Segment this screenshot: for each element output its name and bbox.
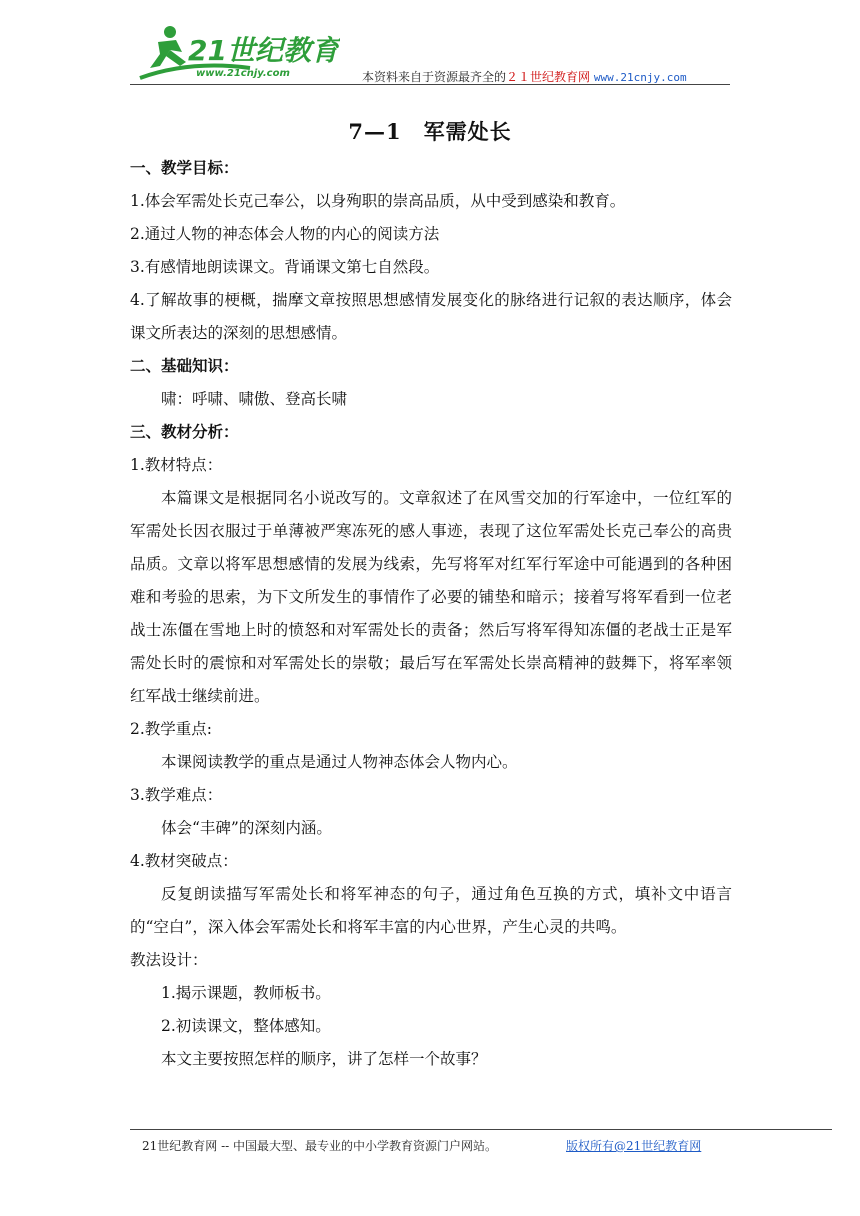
section-heading-objectives: 一、教学目标： <box>130 159 239 177</box>
header-brand-link[interactable]: ２１世纪教育网 <box>506 70 591 84</box>
objective-item: 4.了解故事的梗概，揣摩文章按照思想感情发展变化的脉络进行记叙的表达顺序，体会课文所表达的深刻的思想感情。 <box>130 291 732 342</box>
method-item: 2.初读课文，整体感知。 <box>161 1017 331 1035</box>
analysis-text-difficulty: 体会“丰碑”的深刻内涵。 <box>161 819 332 837</box>
page-title: 7—1 军需处长 <box>348 119 512 144</box>
analysis-label-features: 1.教材特点： <box>130 456 223 474</box>
objective-item: 2.通过人物的神态体会人物的内心的阅读方法 <box>130 225 440 243</box>
logo-text: 21世纪教育 <box>188 34 339 67</box>
analysis-text-focus: 本课阅读教学的重点是通过人物神态体会人物内心。 <box>161 753 518 771</box>
header-note-prefix: 本资料来自于资源最齐全的 <box>362 70 507 84</box>
method-question: 本文主要按照怎样的顺序，讲了怎样一个故事？ <box>161 1050 487 1068</box>
header-url-link[interactable]: www.21cnjy.com <box>593 71 687 84</box>
footer-divider <box>130 1129 832 1130</box>
copyright-link[interactable]: 版权所有@21世纪教育网 <box>566 1139 702 1153</box>
analysis-label-difficulty: 3.教学难点： <box>130 786 223 804</box>
site-logo <box>130 22 340 84</box>
analysis-label-breakthrough: 4.教材突破点： <box>130 852 238 870</box>
document-body <box>130 152 732 1076</box>
section-heading-basics: 二、基础知识： <box>130 357 239 375</box>
footer-text: 21世纪教育网 -- 中国最大型、最专业的中小学教育资源门户网站。 <box>142 1139 498 1153</box>
logo-url: www.21cnjy.com <box>196 68 290 79</box>
basics-text: 啸：呼啸、啸傲、登高长啸 <box>161 390 348 408</box>
analysis-text-features: 本篇课文是根据同名小说改写的。文章叙述了在风雪交加的行军途中，一位红军的军需处长因衣服过于单薄被严寒冻死的感人事迹，表现了这位军需处长克己奉公的高贵品质。文章以将军思想感情的发展为线索，先写将军对红军行军途中可能遇到的各种困难和考验的思索，为下文所发生的事情作了必要的铺垫和暗示；接着写将军看到一位老战士冻僵在雪地上时的愤怒和对军需处长的责备；然后写将军得知冻僵的老战士正是军需处长时的震惊和对军需处长的崇敬；最后写在军需处长崇高精神的鼓舞下，将军率领红军战士继续前进。 <box>130 489 732 705</box>
section-heading-analysis: 三、教材分析： <box>130 423 239 441</box>
objective-item: 1.体会军需处长克己奉公，以身殉职的崇高品质，从中受到感染和教育。 <box>130 192 626 210</box>
analysis-text-breakthrough: 反复朗读描写军需处长和将军神态的句子，通过角色互换的方式，填补文中语言的“空白”，深入体会军需处长和将军丰富的内心世界，产生心灵的共鸣。 <box>130 885 732 936</box>
header-note <box>362 68 687 85</box>
objective-item: 3.有感情地朗读课文。背诵课文第七自然段。 <box>130 258 440 276</box>
method-item: 1.揭示课题，教师板书。 <box>161 984 331 1002</box>
analysis-label-focus: 2.教学重点: <box>130 720 213 738</box>
header-divider <box>130 84 730 85</box>
method-label: 教法设计： <box>130 951 208 969</box>
